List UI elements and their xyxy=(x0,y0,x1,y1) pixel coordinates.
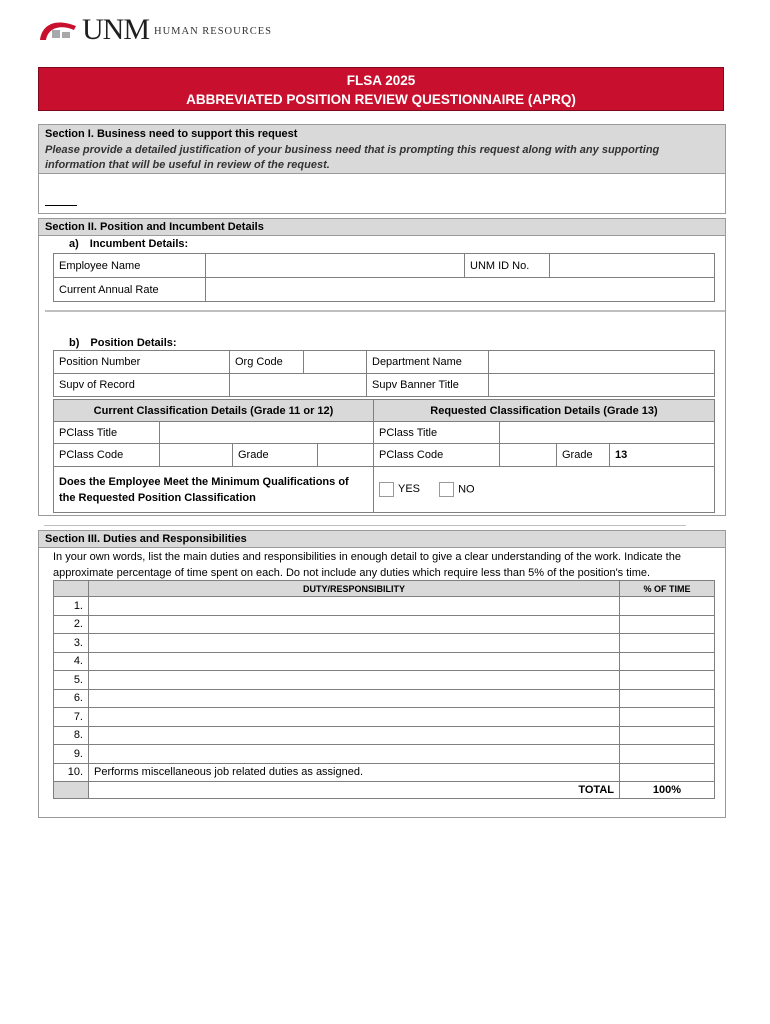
duty-row xyxy=(54,745,715,764)
supv-record-field[interactable] xyxy=(230,374,367,397)
section3-instructions: In your own words, list the main duties and responsibilities in enough detail to give a clear understanding of the work. Indicate the approximate percentage of time spent on each. Do not include any duties which require less than 5% of the position's time. xyxy=(53,551,681,579)
duty-row xyxy=(54,615,715,634)
section3-title: Section III. Duties and Responsibilities xyxy=(45,533,247,545)
duties-corner-cell xyxy=(54,581,89,597)
duty-field[interactable] xyxy=(89,689,620,708)
duty-number: 6. xyxy=(54,689,89,708)
annual-rate-field[interactable] xyxy=(206,278,715,302)
section2-header xyxy=(39,219,725,236)
form-title-line2: ABBREVIATED POSITION REVIEW QUESTIONNAIRE (APRQ) xyxy=(186,92,576,107)
no-checkbox[interactable] xyxy=(439,482,454,497)
duty-field[interactable] xyxy=(89,726,620,745)
duty-number: 1. xyxy=(54,597,89,616)
requested-pclass-title-field[interactable] xyxy=(500,422,715,444)
duty-number: 9. xyxy=(54,745,89,764)
percent-field[interactable] xyxy=(620,745,715,764)
duties-table xyxy=(53,580,715,799)
incumbent-table xyxy=(53,253,715,302)
requested-pclass-code-field[interactable] xyxy=(500,444,557,467)
duty-number: 2. xyxy=(54,615,89,634)
current-pclass-title-label: PClass Title xyxy=(54,422,160,444)
duty-row xyxy=(54,763,715,782)
unm-hr-logo xyxy=(38,14,298,46)
current-grade-label: Grade xyxy=(233,444,318,467)
percent-field[interactable] xyxy=(620,671,715,690)
form-title-banner xyxy=(38,67,724,111)
logo-department: HUMAN RESOURCES xyxy=(154,26,272,37)
duty-number: 4. xyxy=(54,652,89,671)
duty-row xyxy=(54,708,715,727)
current-class-heading: Current Classification Details (Grade 11 or 12) xyxy=(54,400,374,422)
duty-number: 7. xyxy=(54,708,89,727)
position-details-heading: b) Position Details: xyxy=(69,337,177,349)
unm-id-label: UNM ID No. xyxy=(465,254,550,278)
duty-column-header: DUTY/RESPONSIBILITY xyxy=(89,581,620,597)
duty-field[interactable] xyxy=(89,671,620,690)
incumbent-details-heading: a) Incumbent Details: xyxy=(69,238,189,250)
annual-rate-label: Current Annual Rate xyxy=(54,278,206,302)
employee-name-label: Employee Name xyxy=(54,254,206,278)
min-qual-answer xyxy=(374,467,715,513)
form-title-line1: FLSA 2025 xyxy=(346,73,416,88)
current-pclass-title-field[interactable] xyxy=(160,422,374,444)
percent-field[interactable] xyxy=(620,652,715,671)
supv-banner-label: Supv Banner Title xyxy=(367,374,489,397)
duty-field[interactable] xyxy=(89,634,620,653)
duty-number: 5. xyxy=(54,671,89,690)
classification-table xyxy=(53,399,715,513)
yes-checkbox[interactable] xyxy=(379,482,394,497)
unm-id-field[interactable] xyxy=(550,254,715,278)
total-value: 100% xyxy=(620,782,715,799)
duty-field[interactable] xyxy=(89,597,620,616)
section-duties xyxy=(38,530,726,818)
total-label: TOTAL xyxy=(89,782,620,799)
percent-field[interactable] xyxy=(620,597,715,616)
position-number-label: Position Number xyxy=(54,351,230,374)
section-position-incumbent xyxy=(38,218,726,516)
logo-wordmark: UNM xyxy=(82,13,150,46)
duty-number: 10. xyxy=(54,763,89,782)
employee-name-field[interactable] xyxy=(206,254,465,278)
supv-banner-field[interactable] xyxy=(489,374,715,397)
section1-title: Section I. Business need to support this request xyxy=(45,128,298,140)
requested-grade-label: Grade xyxy=(557,444,610,467)
section1-header xyxy=(39,125,725,174)
yes-label: YES xyxy=(398,483,421,496)
duty-row xyxy=(54,597,715,616)
duty-field[interactable] xyxy=(89,615,620,634)
duty-row xyxy=(54,671,715,690)
section2-divider xyxy=(45,310,725,312)
department-name-label: Department Name xyxy=(367,351,489,374)
percent-field[interactable] xyxy=(620,615,715,634)
duty-row xyxy=(54,634,715,653)
current-pclass-code-label: PClass Code xyxy=(54,444,160,467)
position-table xyxy=(53,350,715,397)
duty-number: 8. xyxy=(54,726,89,745)
percent-column-header: % OF TIME xyxy=(620,581,715,597)
requested-pclass-title-label: PClass Title xyxy=(374,422,500,444)
duty-number: 3. xyxy=(54,634,89,653)
duty-field[interactable]: Performs miscellaneous job related duties as assigned. xyxy=(89,763,620,782)
current-pclass-code-field[interactable] xyxy=(160,444,233,467)
unm-logo-mark-icon xyxy=(38,16,78,42)
duty-rows xyxy=(54,597,715,782)
section-business-need xyxy=(38,124,726,214)
percent-field[interactable] xyxy=(620,689,715,708)
duty-row xyxy=(54,652,715,671)
section1-description: Please provide a detailed justification of your business need that is prompting this request along with any supporting information that will be useful in review of the request. xyxy=(45,144,660,171)
department-name-field[interactable] xyxy=(489,351,715,374)
duty-field[interactable] xyxy=(89,708,620,727)
percent-field[interactable] xyxy=(620,726,715,745)
duty-field[interactable] xyxy=(89,745,620,764)
section3-header xyxy=(39,531,725,548)
duty-field[interactable] xyxy=(89,652,620,671)
org-code-label: Org Code xyxy=(230,351,304,374)
requested-pclass-code-label: PClass Code xyxy=(374,444,500,467)
min-qual-question: Does the Employee Meet the Minimum Qualifications of the Requested Position Classification xyxy=(54,467,374,513)
percent-field[interactable] xyxy=(620,634,715,653)
requested-class-heading: Requested Classification Details (Grade 13) xyxy=(374,400,715,422)
percent-field[interactable] xyxy=(620,708,715,727)
section2-title: Section II. Position and Incumbent Details xyxy=(45,221,264,233)
no-label: NO xyxy=(458,483,475,496)
supv-record-label: Supv of Record xyxy=(54,374,230,397)
current-grade-field[interactable] xyxy=(318,444,374,467)
org-code-field[interactable] xyxy=(304,351,367,374)
requested-grade-value: 13 xyxy=(610,444,715,467)
duty-row xyxy=(54,726,715,745)
section-break-line xyxy=(44,525,686,526)
justification-input-line[interactable] xyxy=(45,205,77,206)
percent-field[interactable] xyxy=(620,763,715,782)
duty-row xyxy=(54,689,715,708)
total-corner-cell xyxy=(54,782,89,799)
